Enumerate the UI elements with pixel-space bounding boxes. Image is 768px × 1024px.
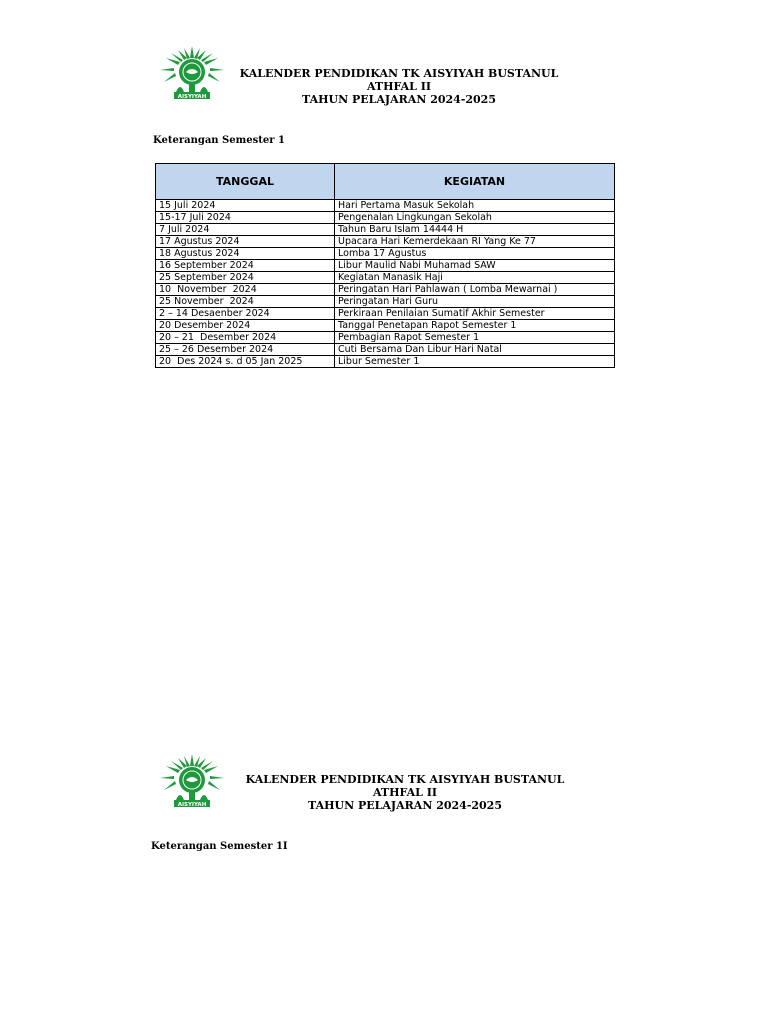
date-cell: 7 Juli 2024 (156, 224, 335, 236)
date-cell: 18 Agustus 2024 (156, 248, 335, 260)
activity-cell: Perkiraan Penilaian Sumatif Akhir Semester (335, 308, 615, 320)
activity-cell: Peringatan Hari Guru (335, 296, 615, 308)
activity-cell: Tanggal Penetapan Rapot Semester 1 (335, 320, 615, 332)
logo-text: AISYIYAH (177, 94, 207, 100)
date-cell: 10 November 2024 (156, 284, 335, 296)
activity-cell: Cuti Bersama Dan Libur Hari Natal (335, 344, 615, 356)
table-row (156, 236, 615, 248)
table-row (156, 260, 615, 272)
date-cell: 16 September 2024 (156, 260, 335, 272)
aisyiyah-logo-icon (160, 44, 224, 100)
activity-cell: Libur Maulid Nabi Muhamad SAW (335, 260, 615, 272)
table-row (156, 356, 615, 368)
table-row (156, 320, 615, 332)
activity-cell: Peringatan Hari Pahlawan ( Lomba Mewarnai ) (335, 284, 615, 296)
table-row (156, 224, 615, 236)
activity-cell: Pembagian Rapot Semester 1 (335, 332, 615, 344)
table-row (156, 248, 615, 260)
date-cell: 25 September 2024 (156, 272, 335, 284)
header-tanggal: TANGGAL (156, 164, 335, 200)
table-row (156, 284, 615, 296)
figures (176, 792, 208, 800)
activity-cell: Tahun Baru Islam 14444 H (335, 224, 615, 236)
activity-cell: Kegiatan Manasik Haji (335, 272, 615, 284)
table-row (156, 272, 615, 284)
table-row (156, 308, 615, 320)
calendar-title (226, 67, 572, 106)
date-cell: 20 Des 2024 s. d 05 Jan 2025 (156, 356, 335, 368)
date-cell: 20 Desember 2024 (156, 320, 335, 332)
semester-1-label: Keterangan Semester 1 (153, 135, 285, 146)
table-row (156, 344, 615, 356)
aisyiyah-logo-icon (158, 752, 226, 808)
date-cell: 15-17 Juli 2024 (156, 212, 335, 224)
date-cell: 15 Juli 2024 (156, 200, 335, 212)
activity-cell: Pengenalan Lingkungan Sekolah (335, 212, 615, 224)
logo-text: AISYIYAH (177, 802, 207, 808)
activity-cell: Hari Pertama Masuk Sekolah (335, 200, 615, 212)
date-cell: 2 – 14 Desaenber 2024 (156, 308, 335, 320)
header-kegiatan: KEGIATAN (335, 164, 615, 200)
date-cell: 17 Agustus 2024 (156, 236, 335, 248)
table-row (156, 296, 615, 308)
title-line-2: TAHUN PELAJARAN 2024-2025 (307, 799, 502, 812)
semester-2-label: Keterangan Semester 1I (151, 841, 288, 852)
title-line-1: KALENDER PENDIDIKAN TK AISYIYAH BUSTANUL ATHFAL II (239, 67, 559, 93)
date-cell: 20 – 21 Desember 2024 (156, 332, 335, 344)
figures (176, 84, 208, 92)
activity-cell: Libur Semester 1 (335, 356, 615, 368)
date-cell: 25 November 2024 (156, 296, 335, 308)
semester-1-table (155, 163, 615, 368)
date-cell: 25 – 26 Desember 2024 (156, 344, 335, 356)
title-line-1: KALENDER PENDIDIKAN TK AISYIYAH BUSTANUL ATHFAL II (245, 773, 565, 799)
table-row (156, 212, 615, 224)
title-line-2: TAHUN PELAJARAN 2024-2025 (301, 93, 496, 106)
calendar-title (232, 773, 578, 812)
activity-cell: Lomba 17 Agustus (335, 248, 615, 260)
activity-cell: Upacara Hari Kemerdekaan RI Yang Ke 77 (335, 236, 615, 248)
table-header-row (156, 164, 615, 200)
table-row (156, 332, 615, 344)
table-row (156, 200, 615, 212)
